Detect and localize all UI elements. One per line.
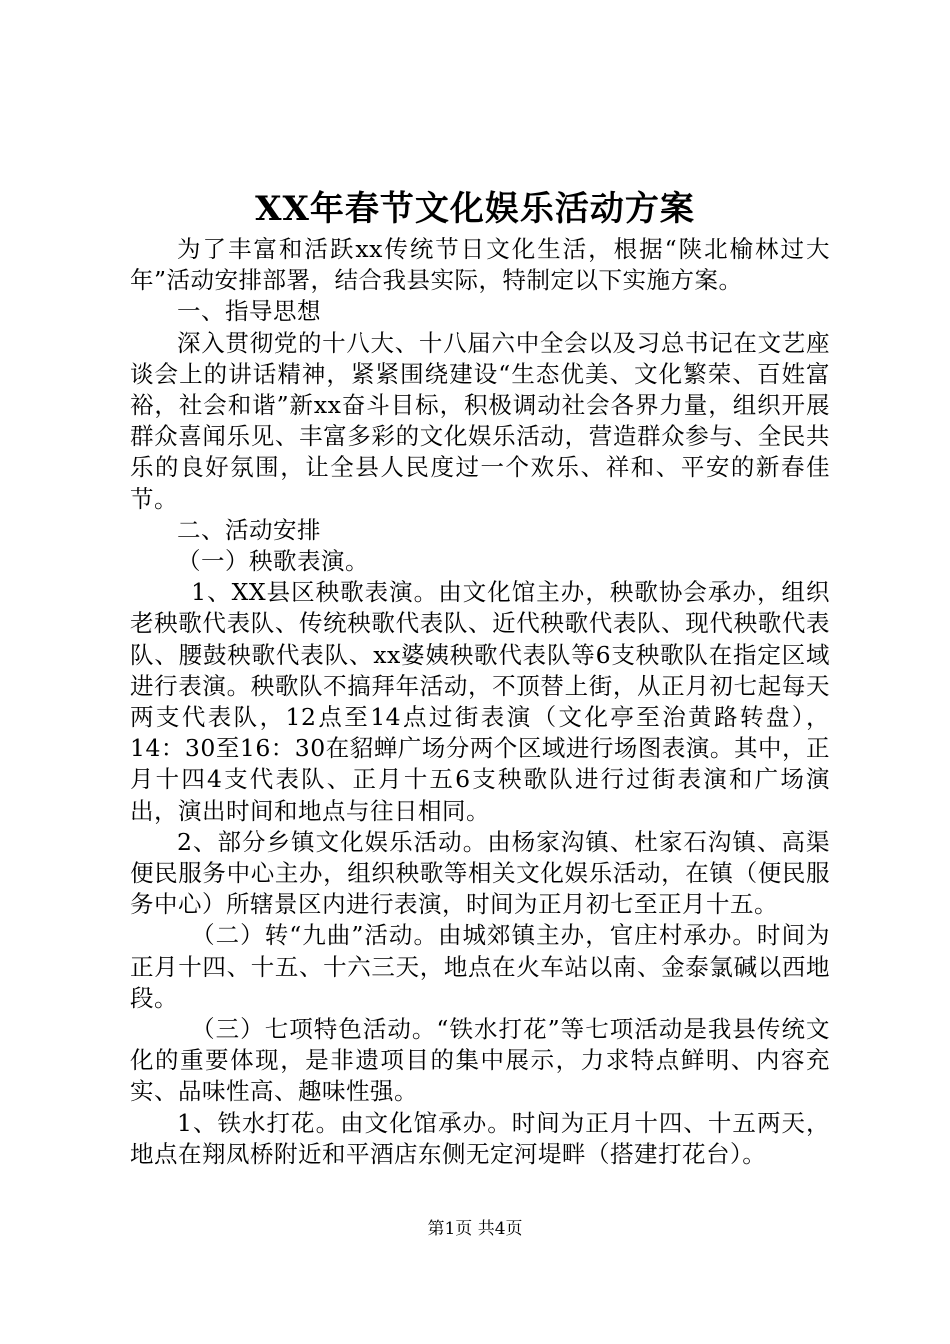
section-heading-activity-arrangement: 二、活动安排: [177, 515, 321, 544]
document-title: XX年春节文化娱乐活动方案: [255, 189, 695, 229]
intro-paragraph: 为了丰富和活跃xx传统节日文化生活，根据“陕北榆林过大年”活动安排部署，结合我县实际，特制定以下实施方案。: [130, 235, 830, 295]
yangko-county-paragraph: 1、XX县区秧歌表演。由文化馆主办，秧歌协会承办，组织老秧歌代表队、传统秧歌代表队、近代秧歌代表队、现代秧歌代表队、腰鼓秧歌代表队、xx婆姨秧歌代表队等6支秧歌队在指定区域进行表演。秧歌队不搞拜年活动，不顶替上街，从正月初七起每天两支代表队，12点至14点过街表演（文化亭至治黄路转盘），14：30至16：30在貂蝉广场分两个区域进行场图表演。其中，正月十四4支代表队、正月十五6支秧歌队进行过街表演和广场演出，演出时间和地点与往日相同。: [130, 578, 830, 825]
guiding-ideology-paragraph: 深入贯彻党的十八大、十八届六中全会以及习总书记在文艺座谈会上的讲话精神，紧紧围绕建设“生态优美、文化繁荣、百姓富裕，社会和谐”新xx奋斗目标，积极调动社会各界力量，组织开展群众喜闻乐见、丰富多彩的文化娱乐活动，营造群众参与、全民共乐的良好氛围，让全县人民度过一个欢乐、祥和、平安的新春佳节。: [130, 328, 830, 513]
iron-flower-paragraph: 1、铁水打花。由文化馆承办。时间为正月十四、十五两天，地点在翔凤桥附近和平酒店东侧无定河堤畔（搭建打花台）。: [130, 1108, 830, 1168]
section-heading-guiding-ideology: 一、指导思想: [177, 297, 321, 326]
jiuqu-activity-paragraph: （二）转“九曲”活动。由城郊镇主办，官庄村承办。时间为正月十四、十五、十六三天，地点在火车站以南、金泰氯碱以西地段。: [130, 921, 830, 1012]
page-footer: 第1页 共4页: [427, 1219, 523, 1239]
document-body: [130, 234, 830, 1170]
township-activities-paragraph: 2、部分乡镇文化娱乐活动。由杨家沟镇、杜家石沟镇、高渠便民服务中心主办，组织秧歌等相关文化娱乐活动，在镇（便民服务中心）所辖景区内进行表演，时间为正月初七至正月十五。: [130, 827, 830, 919]
subsection-heading-yangko: （一）秧歌表演。: [177, 547, 369, 576]
seven-activities-paragraph: （三）七项特色活动。“铁水打花”等七项活动是我县传统文化的重要体现，是非遗项目的集中展示，力求特点鲜明、内容充实、品味性高、趣味性强。: [130, 1015, 830, 1106]
